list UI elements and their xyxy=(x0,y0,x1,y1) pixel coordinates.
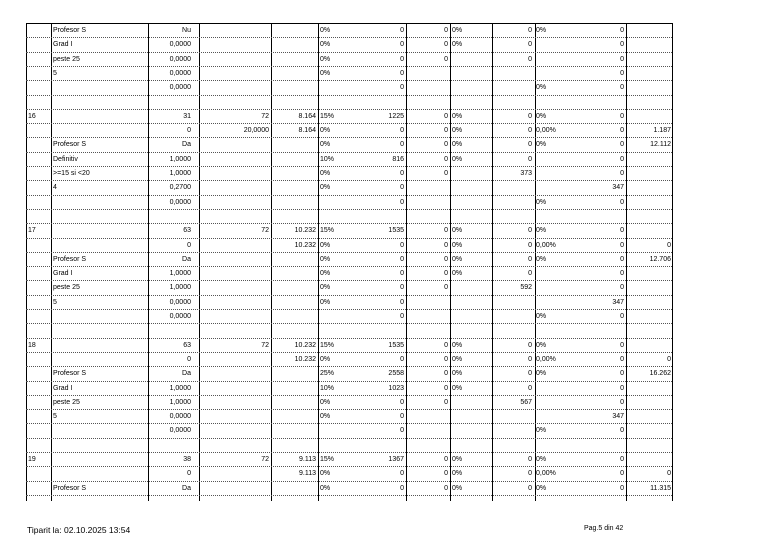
table-cell: 0 xyxy=(400,270,404,278)
row-number: 19 xyxy=(28,456,36,463)
table-cell: 0 xyxy=(400,41,404,49)
table-cell: 16.262 xyxy=(649,370,671,378)
table-cell: 0% xyxy=(536,341,547,349)
table-cell: 0 xyxy=(528,155,532,163)
table-cell: 1,0000 xyxy=(169,170,191,177)
table-cell: Da xyxy=(182,370,191,378)
table-cell: 12.112 xyxy=(650,141,671,149)
table-cell: 0% xyxy=(320,170,331,177)
table-cell: 0 xyxy=(620,427,624,435)
column-divider xyxy=(672,23,673,501)
table-cell: 1,0000 xyxy=(169,398,191,406)
table-cell: 0 xyxy=(528,384,532,392)
table-cell: 816 xyxy=(392,155,404,163)
table-cell: 0 xyxy=(620,255,624,263)
table-cell: 15% xyxy=(320,112,335,120)
row-label: Definitiv xyxy=(53,155,78,163)
table-cell: 0% xyxy=(320,284,331,292)
row-separator xyxy=(26,338,672,339)
row-separator xyxy=(26,280,672,281)
table-cell: 0% xyxy=(320,241,331,249)
row-separator xyxy=(26,66,672,67)
table-cell: 0 xyxy=(444,341,448,349)
row-separator xyxy=(26,52,672,53)
table-cell: 1,0000 xyxy=(169,284,191,292)
table-cell: 0 xyxy=(620,141,624,149)
table-cell: 0% xyxy=(320,27,331,34)
table-cell: 0% xyxy=(452,141,463,149)
table-cell: 0 xyxy=(444,456,448,463)
table-cell: 0 xyxy=(620,270,624,278)
table-cell: 0% xyxy=(452,112,463,120)
row-separator xyxy=(26,223,672,224)
table-cell: 0 xyxy=(444,27,448,34)
table-cell: 15% xyxy=(320,341,335,349)
table-cell: 0% xyxy=(536,198,547,206)
table-cell: 0 xyxy=(444,355,448,363)
table-cell: 0 xyxy=(620,313,624,320)
row-number: 18 xyxy=(28,341,36,349)
table-cell: 0% xyxy=(320,41,331,49)
table-cell: 0% xyxy=(536,456,547,463)
table-cell: 0% xyxy=(320,298,331,306)
table-cell: 0% xyxy=(452,484,463,492)
table-cell: 0,0000 xyxy=(169,84,191,92)
table-cell: 0% xyxy=(536,84,547,92)
table-cell: 72 xyxy=(261,341,269,349)
table-cell: 0 xyxy=(528,456,532,463)
row-label: peste 25 xyxy=(53,284,80,292)
table-cell: Nu xyxy=(182,27,191,34)
table-cell: 0 xyxy=(400,484,404,492)
table-cell: 0 xyxy=(528,141,532,149)
table-cell: 1367 xyxy=(388,456,404,463)
row-separator xyxy=(26,309,672,310)
table-cell: 0 xyxy=(528,227,532,235)
row-label: Profesor S xyxy=(53,27,87,34)
table-cell: 0% xyxy=(536,112,547,120)
table-cell: 0 xyxy=(528,270,532,278)
table-cell: 0 xyxy=(400,427,404,435)
row-separator xyxy=(26,295,672,296)
table-cell: 592 xyxy=(520,284,532,292)
table-cell: 0,0000 xyxy=(169,41,191,49)
table-cell: 0 xyxy=(620,355,624,363)
table-cell: 0 xyxy=(620,112,624,120)
table-cell: 0 xyxy=(444,284,448,292)
table-cell: 0 xyxy=(400,355,404,363)
table-cell: 0% xyxy=(320,141,331,149)
table-cell: 0 xyxy=(444,227,448,235)
table-cell: 0,00% xyxy=(536,470,556,478)
row-number: 17 xyxy=(28,227,36,235)
table-cell: 0 xyxy=(620,241,624,249)
table-cell: 10.232 xyxy=(294,227,316,235)
table-cell: 2558 xyxy=(388,370,404,378)
row-label: Profesor S xyxy=(53,370,87,378)
table-cell: 0 xyxy=(400,241,404,249)
table-cell: 0 xyxy=(444,398,448,406)
table-cell: 0% xyxy=(320,69,331,77)
table-cell: 0,0000 xyxy=(169,69,191,77)
row-label: Grad I xyxy=(53,384,73,392)
table-cell: 0% xyxy=(536,27,547,34)
row-separator xyxy=(26,80,672,81)
table-cell: 9.113 xyxy=(299,456,316,463)
table-cell: 0 xyxy=(528,370,532,378)
table-cell: 0 xyxy=(528,112,532,120)
table-cell: 0,0000 xyxy=(169,413,191,421)
table-cell: 11.315 xyxy=(650,484,671,492)
table-cell: 0 xyxy=(528,55,532,63)
table-cell: 0 xyxy=(620,170,624,177)
row-label: >=15 si <20 xyxy=(53,170,90,177)
row-separator xyxy=(26,209,672,210)
row-separator xyxy=(26,423,672,424)
row-separator xyxy=(26,395,672,396)
table-cell: 8.164 xyxy=(298,112,316,120)
row-separator xyxy=(26,266,672,267)
row-separator xyxy=(26,409,672,410)
row-label: peste 25 xyxy=(53,398,80,406)
table-cell: Da xyxy=(182,484,191,492)
table-cell: 10.232 xyxy=(294,241,316,249)
table-cell: 0% xyxy=(452,470,463,478)
table-cell: 0 xyxy=(620,41,624,49)
table-cell: 0% xyxy=(320,184,331,192)
table-cell: 0 xyxy=(620,398,624,406)
table-cell: 25% xyxy=(320,370,335,378)
table-cell: 0% xyxy=(452,255,463,263)
table-cell: 0 xyxy=(444,370,448,378)
table-cell: 347 xyxy=(612,413,624,421)
table-cell: 8.164 xyxy=(298,127,316,135)
table-cell: 0 xyxy=(620,227,624,235)
table-cell: 0% xyxy=(452,155,463,163)
table-cell: 0 xyxy=(400,255,404,263)
table-cell: 0 xyxy=(400,184,404,192)
table-cell: 0 xyxy=(187,355,191,363)
table-cell: 0% xyxy=(536,370,547,378)
table-cell: 10.232 xyxy=(294,355,316,363)
table-cell: 0 xyxy=(667,355,671,363)
table-cell: 0% xyxy=(452,355,463,363)
row-separator xyxy=(26,123,672,124)
table-cell: 15% xyxy=(320,227,335,235)
row-separator xyxy=(26,137,672,138)
table-cell: 0 xyxy=(620,384,624,392)
table-cell: 0 xyxy=(528,470,532,478)
row-label: 4 xyxy=(53,184,57,192)
table-cell: 0% xyxy=(320,127,331,135)
table-cell: 0% xyxy=(452,241,463,249)
table-top-border xyxy=(26,23,672,24)
table-cell: 1,0000 xyxy=(169,155,191,163)
table-cell: 0 xyxy=(400,141,404,149)
table-cell: 0% xyxy=(536,255,547,263)
table-cell: 0% xyxy=(320,413,331,421)
table-cell: 0 xyxy=(400,398,404,406)
table-cell: 0 xyxy=(528,27,532,34)
table-cell: 0 xyxy=(187,241,191,249)
table-cell: 0 xyxy=(528,484,532,492)
table-cell: 0 xyxy=(444,141,448,149)
table-cell: 0,00% xyxy=(536,241,556,249)
table-cell: 0% xyxy=(536,227,547,235)
table-cell: 0% xyxy=(536,141,547,149)
table-cell: 0 xyxy=(620,370,624,378)
table-cell: 0% xyxy=(452,370,463,378)
table-cell: 0% xyxy=(452,127,463,135)
row-label: 5 xyxy=(53,413,57,421)
table-cell: 0 xyxy=(620,470,624,478)
table-cell: 38 xyxy=(183,456,191,463)
table-cell: 0 xyxy=(400,69,404,77)
table-cell: 0 xyxy=(620,155,624,163)
table-cell: 0 xyxy=(620,84,624,92)
table-cell: 0 xyxy=(400,284,404,292)
table-cell: 0 xyxy=(620,341,624,349)
table-cell: 0 xyxy=(620,198,624,206)
row-separator xyxy=(26,37,672,38)
table-cell: 0 xyxy=(400,127,404,135)
table-cell: 0 xyxy=(400,170,404,177)
table-cell: 0 xyxy=(400,413,404,421)
table-cell: 0 xyxy=(400,27,404,34)
row-label: Grad I xyxy=(53,41,73,49)
table-cell: 0 xyxy=(444,41,448,49)
row-label: peste 25 xyxy=(53,55,80,63)
row-label: Profesor S xyxy=(53,141,87,149)
table-cell: 0,0000 xyxy=(169,198,191,206)
table-cell: 1.187 xyxy=(653,127,671,135)
table-cell: 0 xyxy=(444,241,448,249)
table-cell: 0,0000 xyxy=(169,427,191,435)
row-separator xyxy=(26,152,672,153)
table-cell: 0 xyxy=(620,484,624,492)
row-separator xyxy=(26,238,672,239)
table-cell: 0,0000 xyxy=(169,55,191,63)
table-cell: 0% xyxy=(320,55,331,63)
table-cell: 0% xyxy=(452,341,463,349)
row-separator xyxy=(26,381,672,382)
table-cell: 347 xyxy=(612,298,624,306)
table-cell: 10.232 xyxy=(294,341,316,349)
row-separator xyxy=(26,438,672,439)
row-separator xyxy=(26,366,672,367)
table-cell: 0 xyxy=(187,470,191,478)
table-cell: Da xyxy=(182,141,191,149)
row-separator xyxy=(26,481,672,482)
table-cell: 0,0000 xyxy=(169,298,191,306)
table-cell: 0 xyxy=(444,470,448,478)
table-cell: 15% xyxy=(320,456,335,463)
table-cell: 12.706 xyxy=(649,255,671,263)
row-separator xyxy=(26,495,672,496)
table-cell: 1535 xyxy=(388,341,404,349)
table-cell: 72 xyxy=(261,227,269,235)
table-cell: 0 xyxy=(528,127,532,135)
table-cell: 0 xyxy=(528,341,532,349)
row-number: 16 xyxy=(28,112,36,120)
table-cell: 0% xyxy=(452,270,463,278)
table-cell: 567 xyxy=(520,398,532,406)
table-cell: 0 xyxy=(400,470,404,478)
table-cell: 0% xyxy=(452,384,463,392)
row-label: Grad I xyxy=(53,270,73,278)
table-cell: 10% xyxy=(320,384,335,392)
table-cell: 72 xyxy=(261,112,269,120)
table-cell: 20,0000 xyxy=(243,127,269,135)
row-label: 5 xyxy=(53,298,57,306)
table-cell: 0 xyxy=(400,298,404,306)
table-cell: 0% xyxy=(320,270,331,278)
table-cell: 373 xyxy=(520,170,532,177)
table-cell: 0 xyxy=(620,55,624,63)
table-cell: 1,0000 xyxy=(169,270,191,278)
row-separator xyxy=(26,352,672,353)
table-cell: 0% xyxy=(536,484,547,492)
table-cell: 0 xyxy=(528,41,532,49)
page-number: Pag.5 din 42 xyxy=(584,525,624,532)
row-separator xyxy=(26,452,672,453)
table-cell: 0 xyxy=(444,112,448,120)
table-cell: 0 xyxy=(528,355,532,363)
table-cell: 0,00% xyxy=(536,355,556,363)
row-label: Profesor S xyxy=(53,255,87,263)
table-cell: 347 xyxy=(612,184,624,192)
table-cell: 0% xyxy=(536,427,547,435)
row-separator xyxy=(26,180,672,181)
table-cell: 0% xyxy=(320,398,331,406)
table-cell: 1,0000 xyxy=(169,384,191,392)
table-cell: 0 xyxy=(528,255,532,263)
table-cell: 0% xyxy=(452,227,463,235)
table-cell: 1225 xyxy=(388,112,404,120)
table-cell: 0% xyxy=(452,41,463,49)
table-cell: 1535 xyxy=(388,227,404,235)
row-label: 5 xyxy=(53,69,57,77)
table-cell: 63 xyxy=(183,341,191,349)
table-cell: 0% xyxy=(320,470,331,478)
table-cell: 0 xyxy=(620,284,624,292)
table-cell: 0% xyxy=(452,27,463,34)
table-cell: 0% xyxy=(320,484,331,492)
table-cell: 10% xyxy=(320,155,335,163)
table-cell: 0 xyxy=(667,241,671,249)
table-cell: 0% xyxy=(452,456,463,463)
table-cell: 0 xyxy=(444,255,448,263)
table-cell: 1023 xyxy=(388,384,404,392)
table-cell: 0,2700 xyxy=(169,184,191,192)
table-cell: 0 xyxy=(620,456,624,463)
table-cell: 0% xyxy=(536,313,547,320)
table-cell: 0 xyxy=(444,155,448,163)
table-cell: 0 xyxy=(400,198,404,206)
row-label: Profesor S xyxy=(53,484,87,492)
table-cell: 0 xyxy=(667,470,671,478)
table-cell: 0 xyxy=(187,127,191,135)
table-cell: 0,0000 xyxy=(169,313,191,320)
table-cell: 0% xyxy=(320,255,331,263)
row-separator xyxy=(26,166,672,167)
table-cell: 0 xyxy=(444,484,448,492)
table-cell: 0 xyxy=(444,55,448,63)
table-cell: 0 xyxy=(444,270,448,278)
table-cell: 63 xyxy=(183,227,191,235)
table-cell: 0,00% xyxy=(536,127,556,135)
row-separator xyxy=(26,95,672,96)
table-cell: 0 xyxy=(400,313,404,320)
table-cell: 0 xyxy=(444,170,448,177)
table-cell: 0 xyxy=(444,384,448,392)
table-cell: 0 xyxy=(620,69,624,77)
row-separator xyxy=(26,323,672,324)
table-cell: 0 xyxy=(620,27,624,34)
table-cell: 72 xyxy=(261,456,269,463)
table-cell: 31 xyxy=(183,112,191,120)
row-separator xyxy=(26,252,672,253)
table-cell: Da xyxy=(182,255,191,263)
print-timestamp: Tiparit la: 02.10.2025 13:54 xyxy=(27,525,131,535)
table-cell: 0 xyxy=(400,55,404,63)
row-separator xyxy=(26,466,672,467)
table-cell: 0 xyxy=(528,241,532,249)
table-cell: 9.113 xyxy=(299,470,316,478)
row-separator xyxy=(26,195,672,196)
table-cell: 0 xyxy=(444,127,448,135)
row-separator xyxy=(26,109,672,110)
table-cell: 0 xyxy=(400,84,404,92)
table-cell: 0% xyxy=(320,355,331,363)
table-cell: 0 xyxy=(620,127,624,135)
